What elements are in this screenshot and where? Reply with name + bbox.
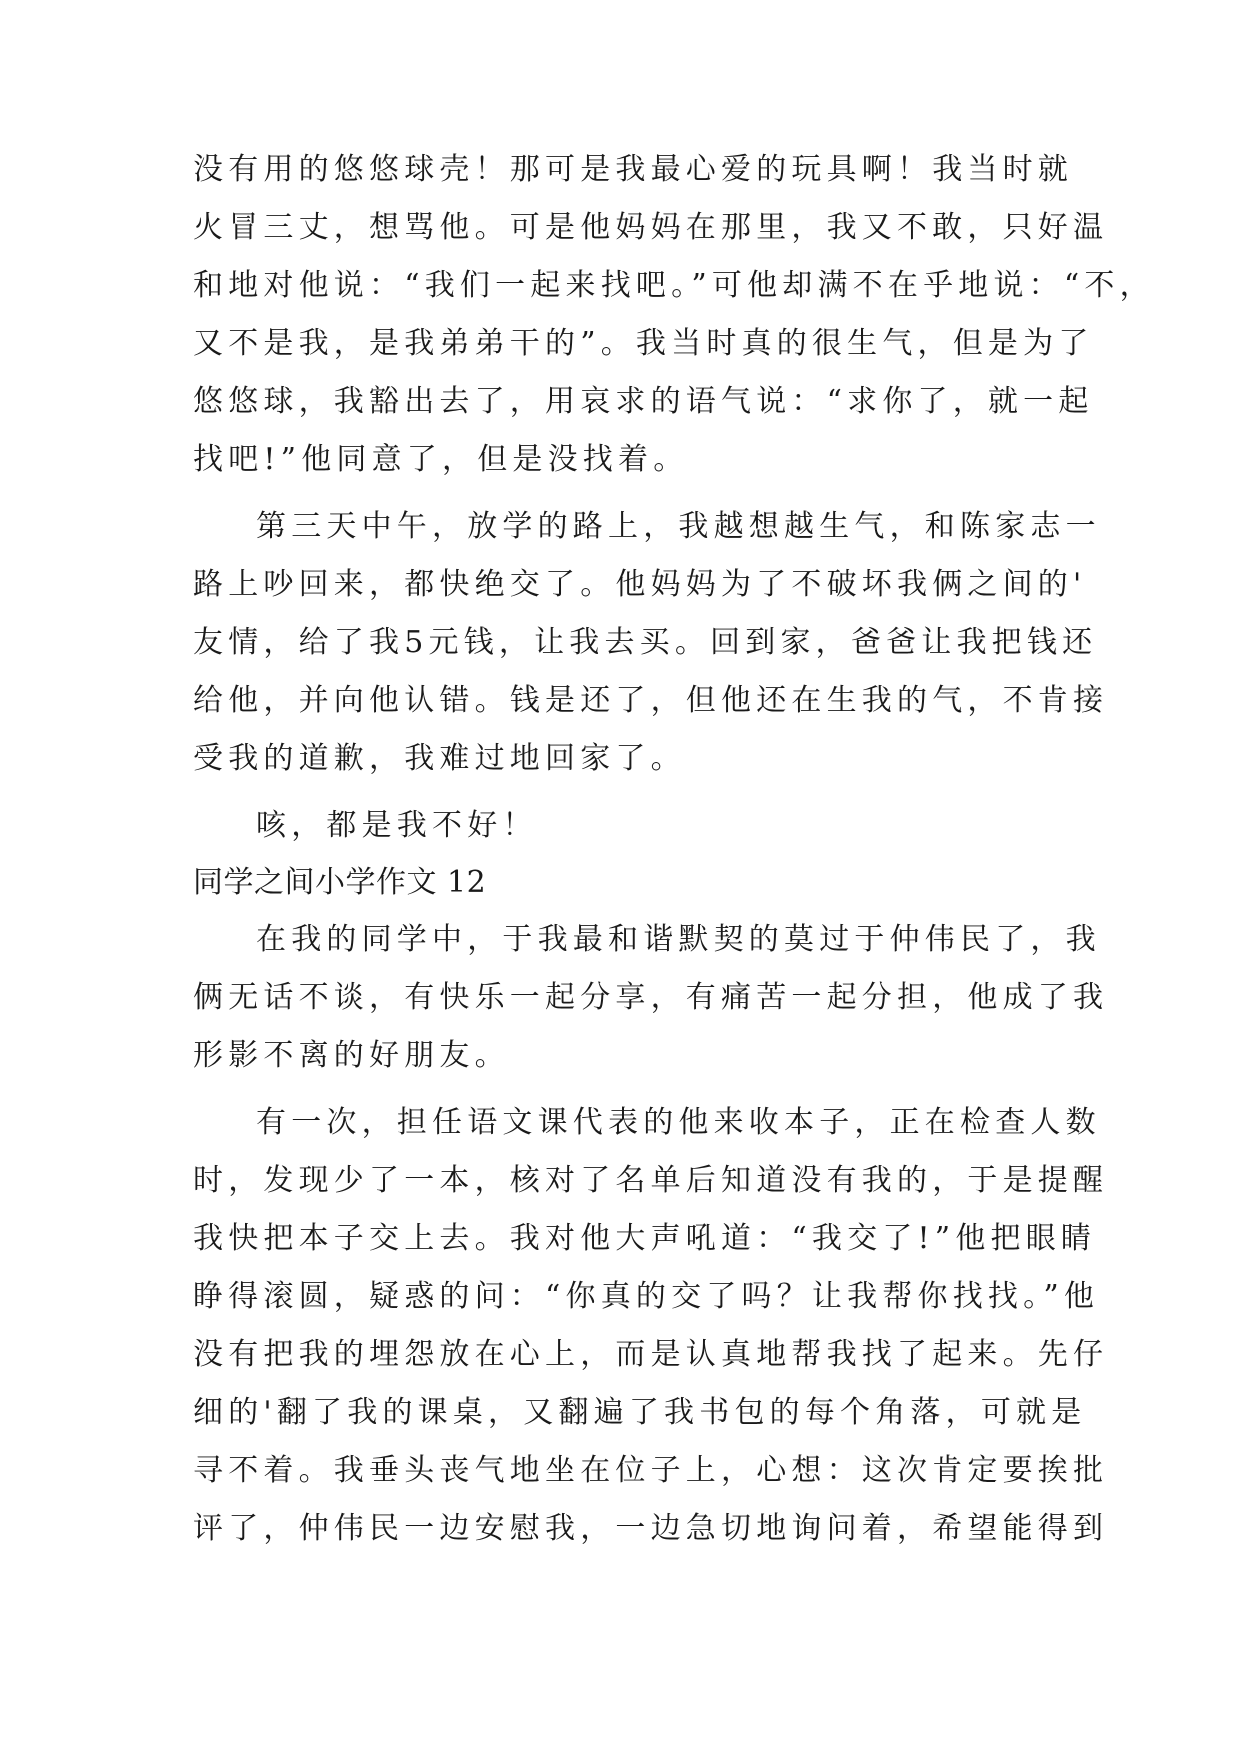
text-line: 没有把我的埋怨放在心上，而是认真地帮我找了起来。先仔 (193, 1337, 1109, 1372)
text-line: 给他，并向他认错。钱是还了，但他还在生我的气，不肯接 (193, 683, 1109, 718)
section-heading: 同学之间小学作文 12 (193, 865, 487, 900)
text-line: 细的'翻了我的课桌，又翻遍了我书包的每个角落，可就是 (193, 1395, 1087, 1430)
text-line: 受我的道歉，我难过地回家了。 (193, 741, 686, 776)
text-line: 路上吵回来，都快绝交了。他妈妈为了不破坏我俩之间的' (193, 567, 1087, 602)
text-line: 没有用的悠悠球壳！那可是我最心爱的玩具啊！我当时就 (193, 152, 1073, 187)
paragraph-first-line: 咳，都是我不好！ (256, 808, 538, 843)
text-line: 评了，仲伟民一边安慰我，一边急切地询问着，希望能得到 (193, 1511, 1109, 1546)
text-line: 又不是我，是我弟弟干的”。我当时真的很生气，但是为了 (193, 326, 1094, 361)
text-line: 悠悠球，我豁出去了，用哀求的语气说：“求你了，就一起 (193, 384, 1094, 419)
text-line: 形影不离的好朋友。 (193, 1038, 510, 1073)
text-line: 时，发现少了一本，核对了名单后知道没有我的，于是提醒 (193, 1163, 1109, 1198)
text-line: 寻不着。我垂头丧气地坐在位子上，心想：这次肯定要挨批 (193, 1453, 1109, 1488)
text-line: 友情，给了我5元钱，让我去买。回到家，爸爸让我把钱还 (193, 625, 1098, 660)
paragraph-first-line: 第三天中午，放学的路上，我越想越生气，和陈家志一 (256, 509, 1101, 544)
text-line: 火冒三丈，想骂他。可是他妈妈在那里，我又不敢，只好温 (193, 210, 1109, 245)
text-line: 和地对他说：“我们一起来找吧。”可他却满不在乎地说：“不， (193, 268, 1155, 303)
paragraph-first-line: 在我的同学中，于我最和谐默契的莫过于仲伟民了，我 (256, 922, 1101, 957)
text-line: 睁得滚圆，疑惑的问：“你真的交了吗？让我帮你找找。”他 (193, 1279, 1100, 1314)
text-line: 我快把本子交上去。我对他大声吼道：“我交了!”他把眼睛 (193, 1221, 1097, 1256)
text-line: 找吧!”他同意了，但是没找着。 (193, 442, 689, 477)
paragraph-first-line: 有一次，担任语文课代表的他来收本子，正在检查人数 (256, 1105, 1101, 1140)
text-line: 俩无话不谈，有快乐一起分享，有痛苦一起分担，他成了我 (193, 980, 1109, 1015)
